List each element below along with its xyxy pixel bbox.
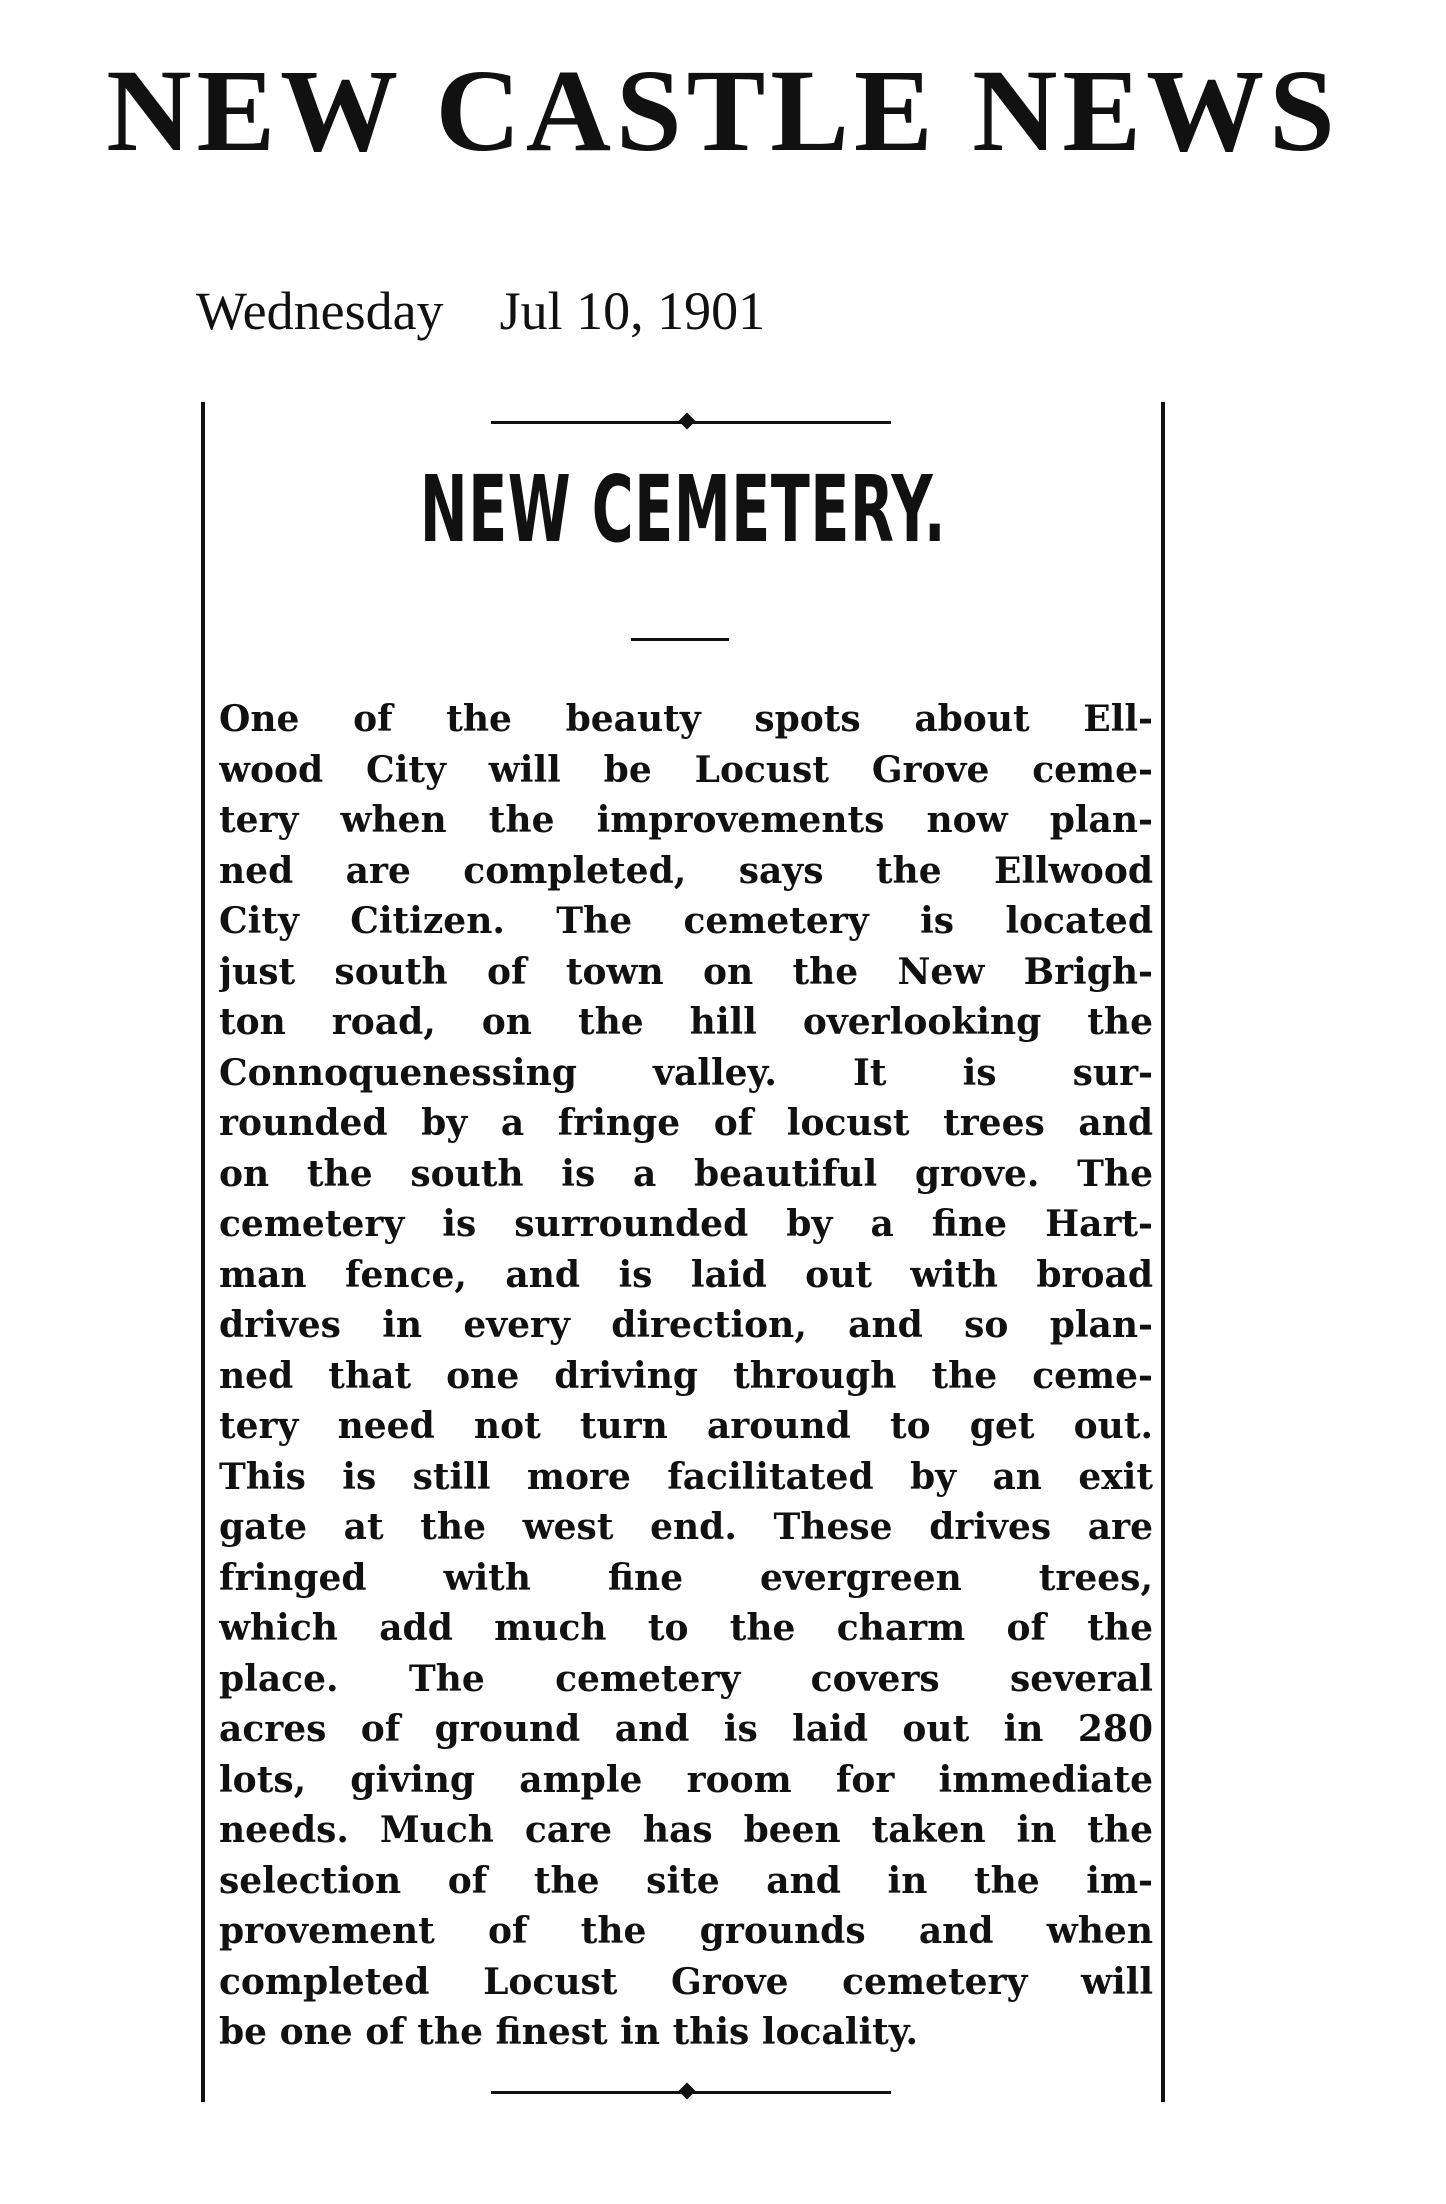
article-line: ton road, on the hill overlooking the — [219, 1001, 1153, 1043]
article-headline: NEW CEMETERY. — [419, 456, 947, 563]
article-line: which add much to the charm of the — [219, 1607, 1153, 1649]
article-line: be one of the finest in this locality. — [219, 2011, 919, 2053]
article-line: needs. Much care has been taken in the — [219, 1809, 1153, 1851]
ornament-rule-top — [491, 412, 891, 432]
column-rule-right — [1161, 402, 1165, 2102]
ornament-rule-bottom — [491, 2082, 891, 2102]
article-line: selection of the site and in the im- — [219, 1859, 1153, 1902]
article-line: drives in every direction, and so plan- — [219, 1304, 1153, 1346]
article-line: man fence, and is laid out with broad — [219, 1253, 1153, 1296]
article-line: This is still more facilitated by an exit — [219, 1455, 1153, 1498]
article-line: Connoquenessing valley. It is sur- — [219, 1051, 1153, 1094]
column-rule-left — [201, 402, 205, 2102]
diamond-ornament-icon — [679, 413, 696, 430]
article-body — [219, 694, 1153, 2058]
dateline — [196, 281, 766, 341]
article-line: place. The cemetery covers several — [219, 1657, 1153, 1700]
diamond-ornament-icon — [679, 2083, 696, 2100]
article-line: completed Locust Grove cemetery will — [219, 1960, 1153, 2003]
article-line: gate at the west end. These drives are — [219, 1506, 1153, 1548]
article-line: just south of town on the New Brigh- — [219, 950, 1153, 993]
article-line: fringed with fine evergreen trees, — [219, 1556, 1153, 1599]
dateline-day: Wednesday — [196, 281, 444, 341]
article-clipping — [201, 402, 1165, 2102]
article-line: tery when the improvements now plan- — [219, 799, 1153, 841]
article-line: tery need not turn around to get out. — [219, 1405, 1153, 1447]
article-line: cemetery is surrounded by a fine Hart- — [219, 1203, 1153, 1245]
article-line: City Citizen. The cemetery is located — [219, 900, 1153, 942]
headline-divider — [631, 638, 729, 641]
article-line: ned are completed, says the Ellwood — [219, 849, 1153, 892]
article-line: acres of ground and is laid out in 280 — [219, 1708, 1153, 1750]
article-line: One of the beauty spots about Ell- — [219, 698, 1153, 740]
article-line: provement of the grounds and when — [219, 1910, 1153, 1952]
dateline-date: Jul 10, 1901 — [499, 281, 766, 341]
article-line: rounded by a fringe of locust trees and — [219, 1102, 1153, 1144]
article-line: wood City will be Locust Grove ceme- — [219, 748, 1153, 791]
article-line: lots, giving ample room for immediate — [219, 1758, 1153, 1801]
article-line: on the south is a beautiful grove. The — [219, 1152, 1153, 1195]
article-line: ned that one driving through the ceme- — [219, 1354, 1153, 1397]
masthead: NEW CASTLE NEWS — [106, 45, 1340, 176]
